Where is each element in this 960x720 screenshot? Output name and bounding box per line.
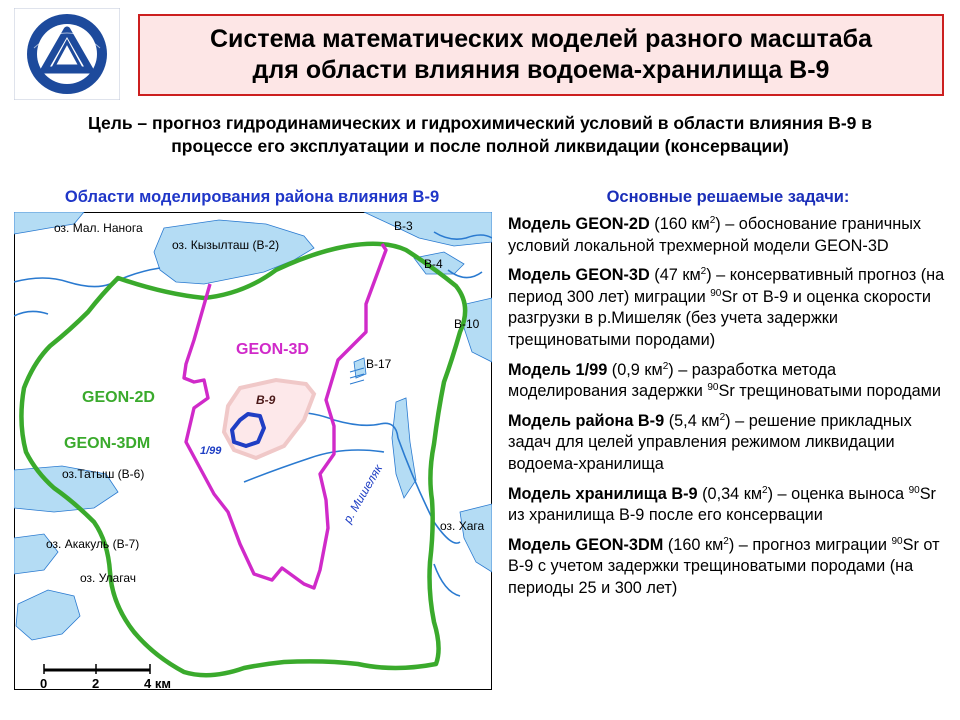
goal-line-1: Цель – прогноз гидродинамических и гидрохимический условий в области влияния В-9 в: [87, 113, 873, 133]
task-name: Модель хранилища В-9: [508, 484, 698, 503]
title-box: [138, 14, 944, 96]
model-area-map: [14, 212, 492, 690]
tasks-list: [508, 214, 952, 608]
goal-text: [20, 112, 940, 158]
task-geon3dm: Модель GEON-3DM (160 $км^2$) – прогноз миграции $^{90}$Sr от В-9 с учетом задержки трещиноватыми породами (на периоды 25 и 300 лет): [508, 535, 940, 597]
task-region-v9: Модель района В-9 (5,4 $км^2$) – решение прикладных задач для целей управления режимом ликвидации водоема-хранилища: [508, 411, 912, 473]
title-line-2: для области влияния водоема-хранилища В-9: [252, 56, 830, 84]
label-v17: В-17: [366, 357, 392, 371]
task-name: Модель GEON-3DM: [508, 535, 664, 554]
task-model-199: Модель 1/99 (0,9 $км^2$) – разработка метода моделирования задержки $^{90}$Sr трещиноватыми породами: [508, 360, 941, 401]
label-lake-ulagach: оз. Улагач: [80, 571, 136, 585]
task-name: Модель GEON-2D: [508, 215, 650, 233]
task-storage-v9: Модель хранилища В-9 (0,34 $км^2$) – оценка выноса $^{90}$Sr из хранилища В-9 после его консервации: [508, 484, 936, 525]
label-v9: В-9: [256, 393, 276, 407]
label-lake-mal-nanoga: оз. Мал. Нанога: [54, 221, 143, 235]
task-name: Модель 1/99: [508, 360, 608, 379]
label-lake-akakul: оз. Акакуль (В-7): [46, 537, 140, 551]
label-v3: В-3: [394, 219, 413, 233]
map-caption: Области моделирования района влияния В-9: [64, 188, 440, 206]
task-name: Модель GEON-3D: [508, 266, 650, 285]
scale-tick-0: 0: [40, 676, 48, 690]
label-geon3dm: GEON-3DM: [64, 435, 151, 452]
label-river-mishelyak: р. Мишеляк: [340, 462, 386, 526]
label-lake-khaga: оз. Хага: [440, 519, 485, 533]
company-logo: [14, 8, 120, 100]
label-lake-tatysh: оз.Татыш (В-6): [62, 467, 145, 481]
task-geon3d: Модель GEON-3D (47 $км^2$) – консервативный прогноз (на период 300 лет) миграции $^{90}$Sr от В-9 и оценка скорости разгрузки в р.Мишеляк (без учета задержки трещиноватыми породами): [508, 266, 945, 349]
label-model-199: 1/99: [200, 445, 222, 457]
label-v10: В-10: [454, 317, 480, 331]
task-name: Модель района В-9: [508, 411, 665, 430]
scale-tick-4: 4 км: [144, 676, 171, 690]
label-lake-kyzyltash: оз. Кызылташ (В-2): [172, 238, 280, 252]
task-geon2d: Модель GEON-2D (160 $км^2$) – обоснование граничных условий локальной трехмерной модели GEON-3D: [508, 215, 922, 255]
tasks-title: Основные решаемые задачи:: [606, 188, 850, 206]
label-geon3d: GEON-3D: [236, 341, 309, 358]
label-geon2d: GEON-2D: [82, 389, 155, 406]
label-v4: В-4: [424, 257, 443, 271]
title-line-1: Система математических моделей разного масштаба: [210, 25, 872, 53]
scale-tick-2: 2: [92, 676, 100, 690]
goal-line-2: процессе его эксплуатации и после полной ликвидации (консервации): [171, 136, 789, 156]
